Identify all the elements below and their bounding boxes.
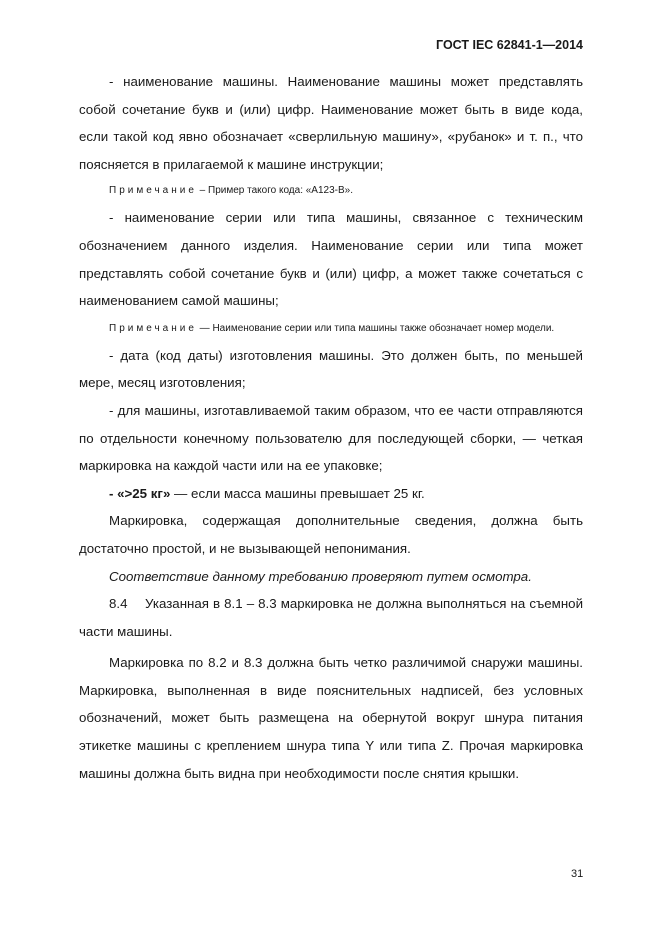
note-series-model (79, 315, 583, 342)
weight-mark-label: - «>25 кг» (109, 485, 171, 501)
page-number: 31 (571, 868, 584, 880)
note-label: Примечание (109, 185, 197, 197)
section-text: Указанная в 8.1 – 8.3 маркировка не должна выполняться на съемной части машины. (79, 596, 583, 639)
paragraph-machine-name: - наименование машины. Наименование машины может представлять собой сочетание букв и (или) цифр. Наименование может быть в виде кода, если такой код явно обозначает «сверлильную машину», «рубанок» и т. п., что поясняется в прилагаемой к машине инструкции; (79, 74, 583, 172)
paragraph-compliance-check: Соответствие данному требованию проверяют путем осмотра. (109, 568, 532, 584)
note-label: Примечание (109, 322, 197, 334)
paragraph-section-8-4 (79, 590, 583, 645)
section-number: 8.4 (109, 596, 128, 612)
note-text: – Пример такого кода: «А123-В». (196, 185, 354, 197)
paragraph-marking-visibility: Маркировка по 8.2 и 8.3 должна быть четко различимой снаружи машины. Маркировка, выполненная в виде пояснительных надписей, без условных обозначений, может быть размещена на обернутой вокруг шнура питания этикетке машины с креплением шнура типа Y или типа Z. Прочая маркировка машины должна быть видна при необходимости после снятия крышки. (79, 655, 583, 781)
weight-mark-text: — если масса машины превышает 25 кг. (170, 485, 425, 501)
paragraph-manufacture-date: - дата (код даты) изготовления машины. Это должен быть, по меньшей мере, месяц изготовления; (79, 347, 583, 391)
note-text: — Наименование серии или типа машины также обозначает номер модели. (196, 322, 555, 334)
paragraph-series-name: - наименование серии или типа машины, связанное с техническим обозначением данного изделия. Наименование серии или типа может представлять собой сочетание букв и (или) цифр, а может также сочетаться с наименованием самой машины; (79, 210, 583, 309)
note-code-example (79, 178, 583, 204)
paragraph-additional-info: Маркировка, содержащая дополнительные сведения, должна быть достаточно простой, и не вызывающей непонимания. (79, 513, 583, 556)
paragraph-weight-marking (79, 480, 583, 508)
document-code-header: ГОСТ IEC 62841-1—2014 (436, 38, 583, 52)
paragraph-separate-parts: - для машины, изготавливаемой таким образом, что ее части отправляются по отдельности конечному пользователю для последующей сборки, — четкая маркировка на каждой части или на ее упаковке; (79, 402, 583, 474)
document-body (79, 68, 583, 787)
